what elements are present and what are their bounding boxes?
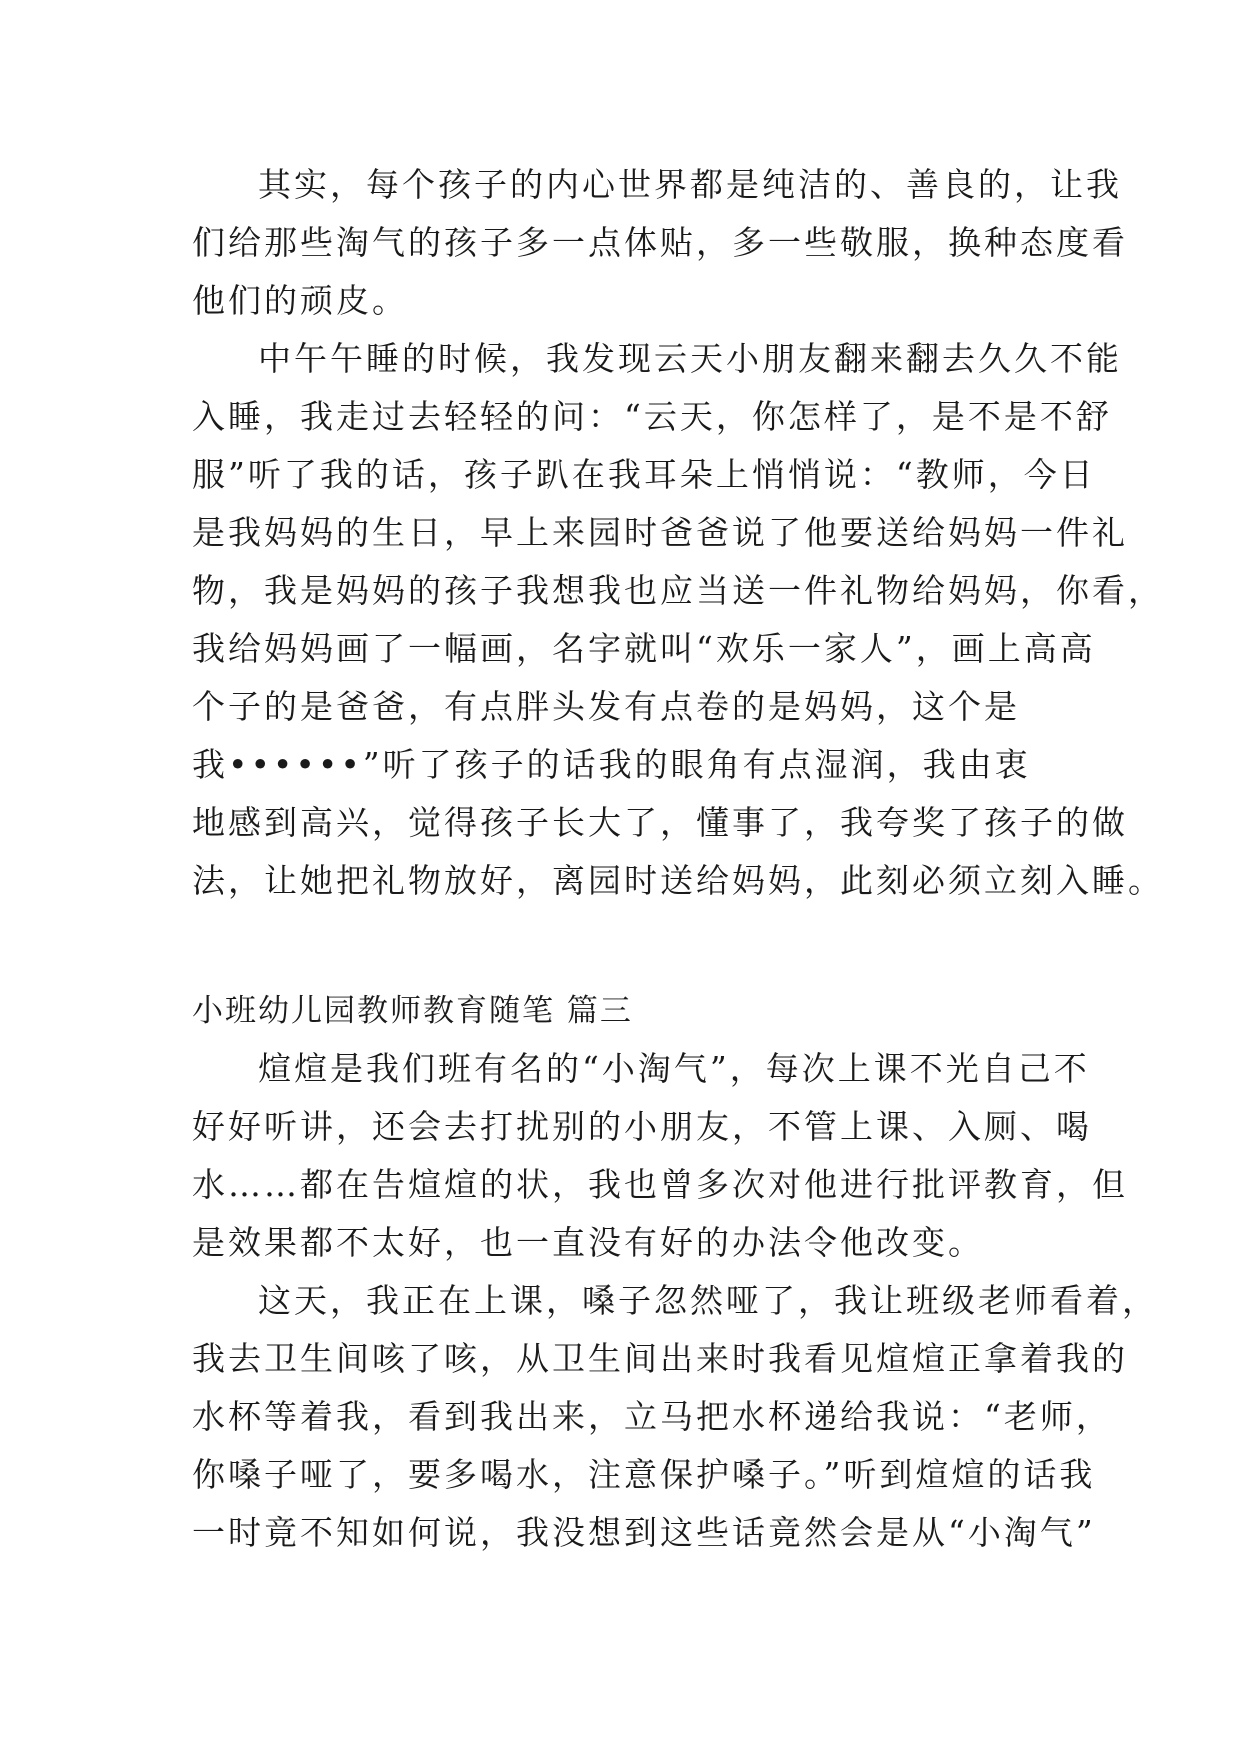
paragraph-water-cup	[192, 1272, 1158, 1562]
paragraph-line: 地感到高兴，觉得孩子长大了，懂事了，我夸奖了孩子的做	[192, 803, 1128, 842]
paragraph-line: 服”听了我的话，孩子趴在我耳朵上悄悄说：“教师，今日	[192, 455, 1096, 494]
section-heading: 小班幼儿园教师教育随笔 篇三	[192, 993, 633, 1029]
paragraph-line: 们给那些淘气的孩子多一点体贴，多一些敬服，换种态度看	[192, 223, 1128, 262]
paragraph-line: 个子的是爸爸，有点胖头发有点卷的是妈妈，这个是	[192, 687, 1020, 726]
paragraph-xuanxuan-intro	[192, 1040, 1128, 1272]
paragraph-line: 是效果都不太好，也一直没有好的办法令他改变。	[192, 1223, 984, 1262]
paragraph-line: 物，我是妈妈的孩子我想我也应当送一件礼物给妈妈，你看，	[192, 571, 1164, 610]
paragraph-line: 好好听讲，还会去打扰别的小朋友，不管上课、入厕、喝	[192, 1107, 1092, 1146]
paragraph-nap-story	[192, 330, 1164, 910]
paragraph-line: 水……都在告煊煊的状，我也曾多次对他进行批评教育，但	[192, 1165, 1128, 1204]
paragraph-line: 我••••••”听了孩子的话我的眼角有点湿润，我由衷	[192, 745, 1031, 784]
paragraph-line: 其实，每个孩子的内心世界都是纯洁的、善良的，让我	[258, 165, 1122, 204]
paragraph-line: 入睡，我走过去轻轻的问：“云天，你怎样了，是不是不舒	[192, 397, 1112, 436]
paragraph-line: 水杯等着我，看到我出来，立马把水杯递给我说：“老师，	[192, 1397, 1112, 1436]
paragraph-line: 中午午睡的时候，我发现云天小朋友翻来翻去久久不能	[258, 339, 1122, 378]
paragraph-line: 他们的顽皮。	[192, 281, 408, 320]
paragraph-line: 煊煊是我们班有名的“小淘气”，每次上课不光自己不	[258, 1049, 1090, 1088]
paragraph-line: 法，让她把礼物放好，离园时送给妈妈，此刻必须立刻入睡。	[192, 861, 1164, 900]
paragraph-empathy	[192, 156, 1128, 330]
paragraph-line: 一时竟不知如何说，我没想到这些话竟然会是从“小淘气”	[192, 1513, 1096, 1552]
paragraph-line: 我去卫生间咳了咳，从卫生间出来时我看见煊煊正拿着我的	[192, 1339, 1128, 1378]
document-page	[192, 156, 1164, 1562]
paragraph-line: 这天，我正在上课，嗓子忽然哑了，我让班级老师看着，	[258, 1281, 1158, 1320]
section-gap	[192, 910, 1052, 982]
paragraph-line: 你嗓子哑了，要多喝水，注意保护嗓子。”听到煊煊的话我	[192, 1455, 1096, 1494]
paragraph-line: 是我妈妈的生日，早上来园时爸爸说了他要送给妈妈一件礼	[192, 513, 1128, 552]
paragraph-line: 我给妈妈画了一幅画，名字就叫“欢乐一家人”，画上高高	[192, 629, 1096, 668]
